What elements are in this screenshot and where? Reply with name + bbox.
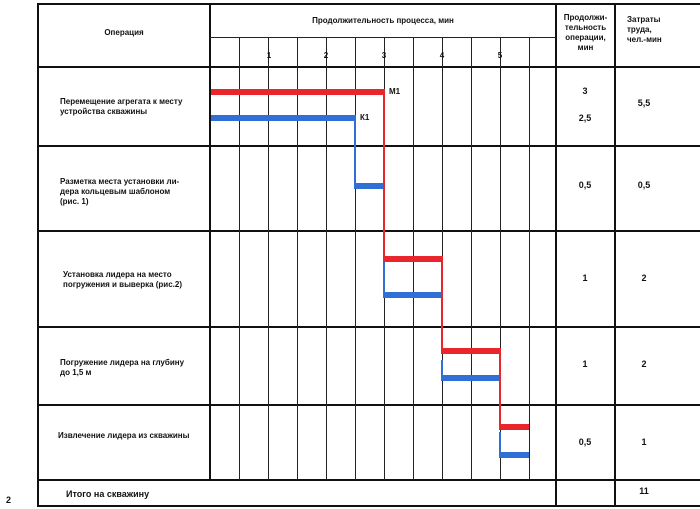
row-sep-4: [37, 404, 700, 406]
row-sep-2: [37, 230, 700, 232]
schedule-connector-k: [383, 262, 385, 298]
operation-labor: 1: [641, 437, 647, 447]
operation-name: Извлечение лидера из скважины: [58, 431, 190, 440]
bar-label-m1: М1: [389, 87, 401, 96]
operation-name: Установка лидера на место погружения и выверка (рис.2): [63, 270, 183, 289]
col-sep-labor: [614, 3, 616, 507]
schedule-bar-k-row4: [442, 375, 500, 381]
operation-labor: 5,5: [637, 98, 651, 108]
time-grid-line: [471, 38, 472, 480]
header-operation: Операция: [104, 28, 144, 37]
tick-label: 3: [381, 51, 387, 60]
total-label: Итого на скважину: [66, 489, 150, 499]
schedule-connector-k: [354, 115, 356, 189]
table-bottom-border: [37, 505, 700, 507]
schedule-bar-k-row3: [384, 292, 442, 298]
schedule-bar-k-row1: [211, 115, 356, 121]
operation-duration: 3: [582, 86, 588, 96]
header-subline: [209, 37, 556, 38]
operation-name: Погружение лидера на глубину до 1,5 м: [60, 358, 185, 377]
operation-duration: 1: [582, 273, 588, 283]
col-sep-operation: [209, 3, 211, 480]
col-sep-duration: [555, 3, 557, 507]
row-sep-1: [37, 145, 700, 147]
row-sep-header: [37, 66, 700, 68]
schedule-connector-k: [499, 432, 501, 458]
operation-labor: 2: [641, 273, 647, 283]
header-labor-cost: Затраты труда, чел.-мин: [627, 15, 662, 44]
operation-labor: 0,5: [637, 180, 651, 190]
time-grid-line: [529, 38, 530, 480]
schedule-connector-m: [383, 89, 385, 262]
schedule-bar-k-row2: [355, 183, 384, 189]
operation-duration: 0,5: [578, 437, 592, 447]
time-grid-line: [326, 38, 327, 480]
total-labor: 11: [639, 486, 649, 496]
operation-name: Разметка места установки ли- дера кольцевым шаблоном (рис. 1): [60, 177, 180, 206]
operation-name: Перемещение агрегата к месту устройства скважины: [60, 97, 183, 116]
schedule-connector-m: [499, 348, 501, 430]
schedule-bar-m-row3: [384, 256, 442, 262]
time-grid-line: [268, 38, 269, 480]
tick-label: 4: [439, 51, 445, 60]
schedule-bar-m-row1: [211, 89, 385, 95]
bar-label-k1: К1: [360, 113, 370, 122]
schedule-bar-m-row5: [500, 424, 529, 430]
schedule-connector-m: [441, 256, 443, 354]
operation-duration: 2,5: [578, 113, 592, 123]
operation-duration: 0,5: [578, 180, 592, 190]
operation-duration: 1: [582, 359, 588, 369]
page-number: 2: [6, 495, 12, 505]
row-sep-3: [37, 326, 700, 328]
schedule-bar-m-row4: [442, 348, 500, 354]
table-top-border: [37, 3, 700, 5]
schedule-bar-k-row5: [500, 452, 529, 458]
time-grid-line: [355, 38, 356, 480]
tick-label: 5: [497, 51, 503, 60]
tick-label: 2: [323, 51, 329, 60]
time-grid-line: [239, 38, 240, 480]
tick-label: 1: [266, 51, 272, 60]
table-left-border: [37, 3, 39, 507]
operation-labor: 2: [641, 359, 647, 369]
schedule-connector-k: [441, 360, 443, 381]
header-op-duration: Продолжи- тельность операции, мин: [563, 13, 608, 52]
header-process-duration: Продолжительность процесса, мин: [312, 16, 454, 25]
time-grid-line: [297, 38, 298, 480]
row-sep-total: [37, 479, 700, 481]
